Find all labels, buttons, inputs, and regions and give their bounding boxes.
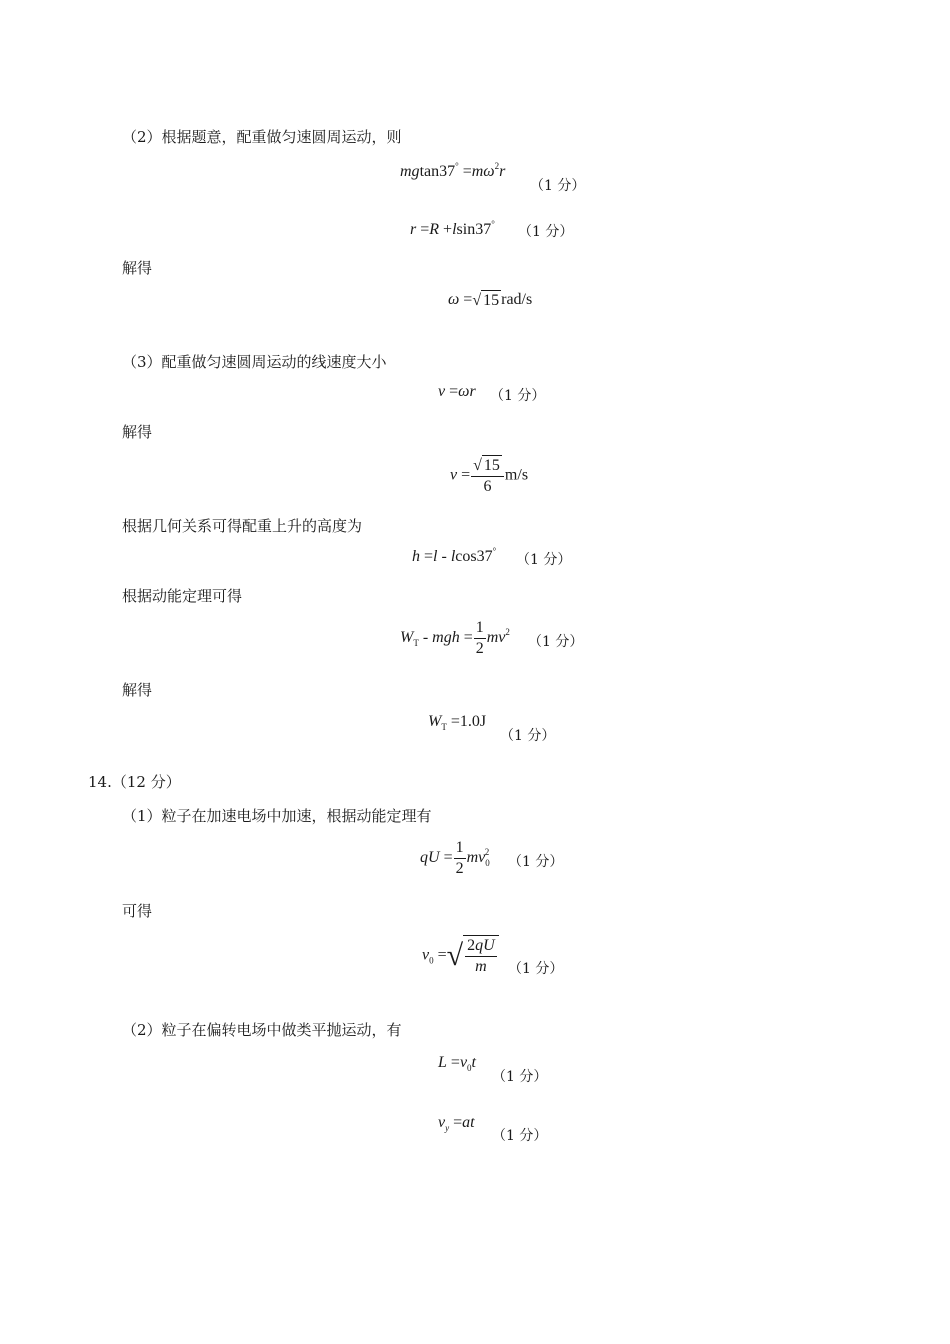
equation-qu: qU = $\frac{1}{2}$ $mv_0^2$	[420, 839, 490, 877]
equation-radius: r =R +lsin37°	[410, 219, 495, 238]
result-label: 可得	[122, 902, 153, 920]
equation-wt-result: $W_T =1.0J$	[428, 713, 487, 732]
equation-v0: $v_0$ =√ $\frac{2qU}{m}$	[422, 935, 499, 977]
solve-label-3: 解得	[122, 681, 153, 699]
wt-score: （1 分）	[500, 728, 556, 744]
v-unit: m/s	[504, 466, 529, 484]
eq-v-score: （1 分）	[490, 388, 546, 404]
eq-L-score: （1 分）	[492, 1069, 548, 1085]
section3-intro: （3）配重做匀速圆周运动的线速度大小	[122, 353, 387, 371]
equation-vy: $v_y =at$	[438, 1114, 475, 1133]
equation-height: h =l - lcos37°	[412, 546, 497, 565]
solve-label-2: 解得	[122, 423, 153, 441]
equation-L: $L =v_0t$	[438, 1054, 476, 1073]
equation-omega-result: ω =√ 15 rad/s	[448, 291, 533, 309]
solve-label-1: 解得	[122, 259, 153, 277]
equation-centripetal-force: $mgtan37^\circ =m\omega^2r$	[400, 161, 506, 180]
eq-h-score: （1 分）	[516, 552, 572, 568]
eq-qu-score: （1 分）	[508, 854, 564, 870]
equation-linear-velocity: v =ωr	[438, 383, 476, 400]
kinetic-theorem-text: 根据动能定理可得	[122, 587, 243, 605]
geometry-relation-text: 根据几何关系可得配重上升的高度为	[122, 517, 363, 535]
omega-unit: rad/s	[501, 291, 533, 309]
section2-intro: （2）根据题意，配重做匀速圆周运动，则	[122, 128, 402, 146]
equation-v-result: v = $\frac{√ 15}{6}$ m/s	[450, 456, 529, 495]
eq-w-score: （1 分）	[528, 634, 584, 650]
eq-vy-score: （1 分）	[492, 1128, 548, 1144]
wt-value: 1.0J	[459, 713, 487, 730]
q14-part2-intro: （2）粒子在偏转电场中做类平抛运动，有	[122, 1021, 402, 1039]
equation-work-energy: $W_T$ - mgh = $\frac{1}{2}$ $mv^2$	[400, 619, 510, 657]
q14-part1-intro: （1）粒子在加速电场中加速，根据动能定理有	[122, 807, 432, 825]
eq2-score: （1 分）	[518, 224, 574, 240]
question-14-heading: 14.（12 分）	[88, 773, 181, 791]
eq-v0-score: （1 分）	[508, 961, 564, 977]
eq1-score: （1 分）	[530, 178, 586, 194]
